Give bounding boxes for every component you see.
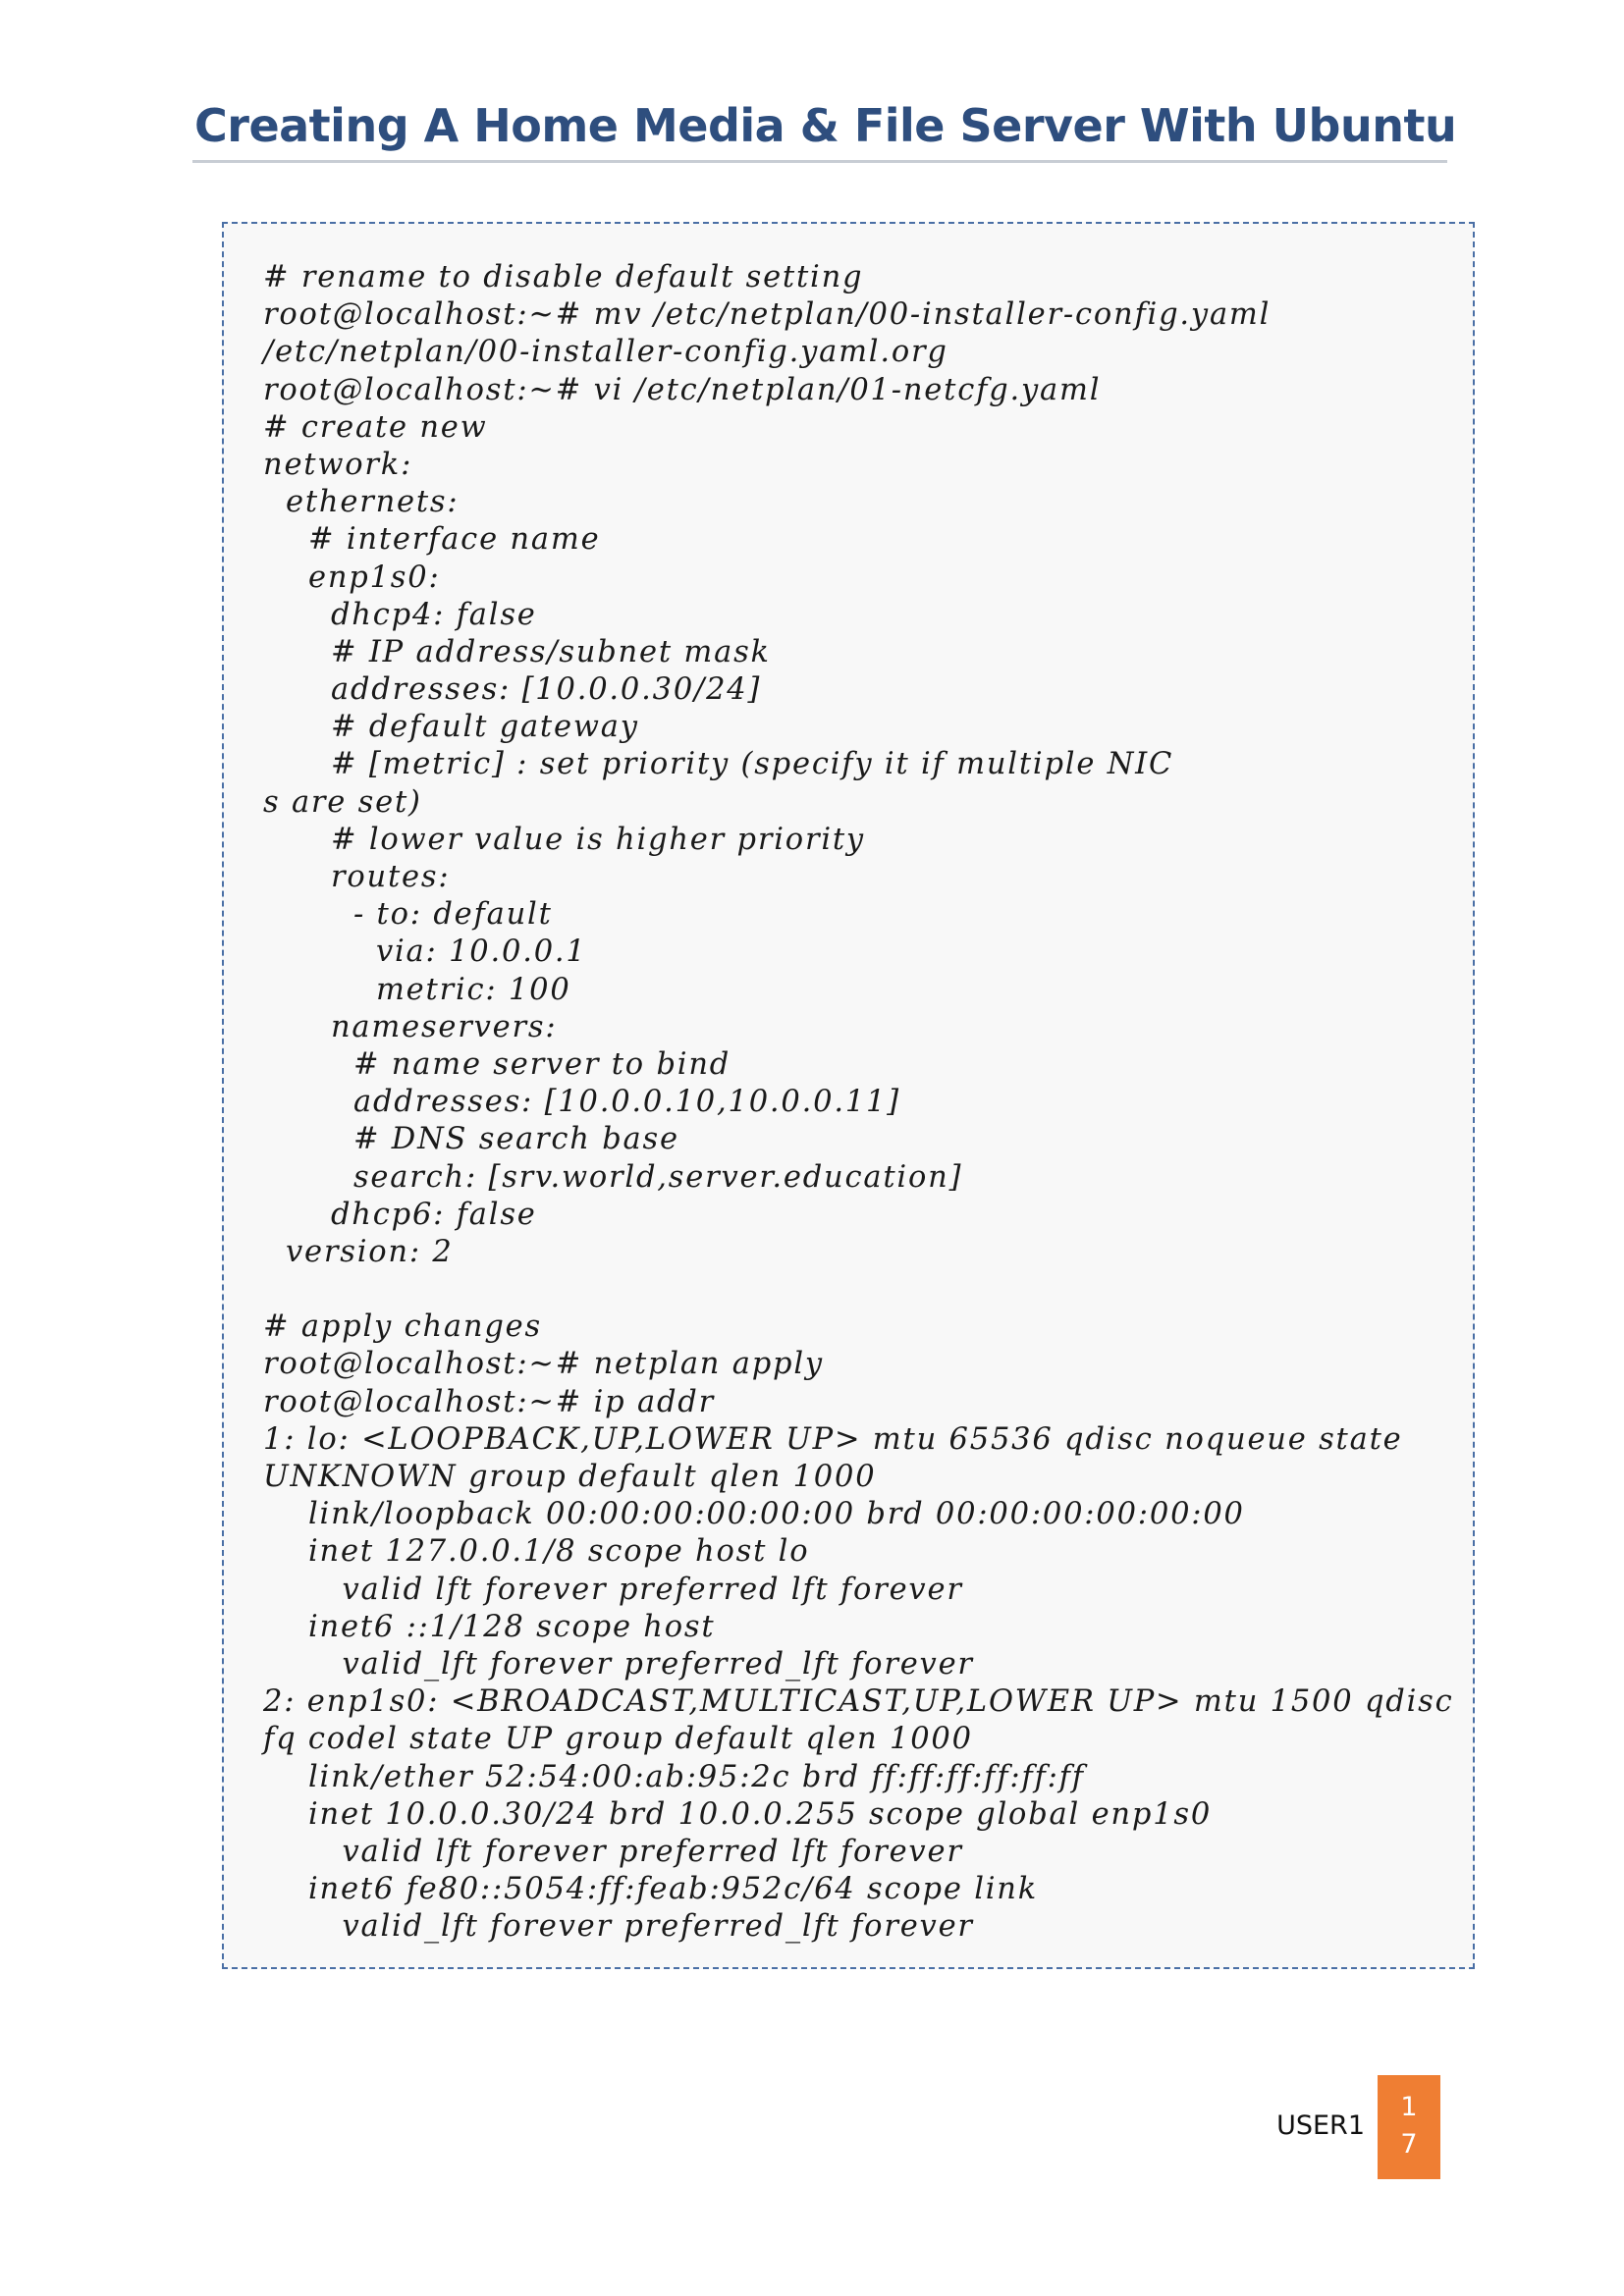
code-line: root@localhost:~# mv /etc/netplan/00-installer-config.yaml xyxy=(263,297,1272,333)
code-line: dhcp6: false xyxy=(263,1197,537,1232)
code-line: addresses: [10.0.0.10,10.0.0.11] xyxy=(263,1085,900,1120)
page-number-digit: 7 xyxy=(1400,2129,1418,2160)
code-line: # default gateway xyxy=(263,710,639,745)
code-line: root@localhost:~# netplan apply xyxy=(263,1347,824,1382)
title-divider xyxy=(192,160,1447,163)
code-line: valid lft forever preferred lft forever xyxy=(263,1834,963,1869)
code-line: root@localhost:~# vi /etc/netplan/01-netcfg.yaml xyxy=(263,372,1102,407)
code-line: nameservers: xyxy=(263,1009,558,1044)
code-line: fq codel state UP group default qlen 1000 xyxy=(263,1722,973,1757)
code-line: metric: 100 xyxy=(263,972,571,1007)
code-line: addresses: [10.0.0.30/24] xyxy=(263,672,762,708)
code-line: root@localhost:~# ip addr xyxy=(263,1384,715,1419)
code-line: inet 127.0.0.1/8 scope host lo xyxy=(263,1534,810,1570)
code-line: inet6 fe80::5054:ff:feab:952c/64 scope link xyxy=(263,1872,1039,1907)
code-line: via: 10.0.0.1 xyxy=(263,934,587,970)
code-line: search: [srv.world,server.education] xyxy=(263,1159,963,1195)
code-line: # DNS search base xyxy=(263,1122,679,1157)
document-title: Creating A Home Media & File Server With Ubuntu xyxy=(194,99,1457,152)
code-line: 1: lo: <LOOPBACK,UP,LOWER UP> mtu 65536 qdisc noqueue state xyxy=(263,1421,1403,1457)
code-line: - to: default xyxy=(263,897,553,933)
code-line: valid_lft forever preferred_lft forever xyxy=(263,1909,974,1945)
page-number-digit: 1 xyxy=(1400,2092,1418,2122)
code-line: inet6 ::1/128 scope host xyxy=(263,1609,716,1644)
code-line: # [metric] : set priority (specify it if multiple NIC xyxy=(263,747,1174,782)
code-line: valid lft forever preferred lft forever xyxy=(263,1572,963,1607)
code-line: # interface name xyxy=(263,522,601,558)
code-line: routes: xyxy=(263,860,451,894)
code-line: # IP address/subnet mask xyxy=(263,634,771,669)
code-block xyxy=(222,222,1475,1969)
code-line: # rename to disable default setting xyxy=(263,260,864,294)
page-number-badge xyxy=(1378,2075,1440,2179)
code-line: link/ether 52:54:00:ab:95:2c brd ff:ff:ff:ff:ff:ff xyxy=(263,1759,1085,1794)
code-line: valid_lft forever preferred_lft forever xyxy=(263,1646,974,1682)
code-line: version: 2 xyxy=(263,1234,454,1269)
code-line: UNKNOWN group default qlen 1000 xyxy=(263,1460,877,1494)
code-line: inet 10.0.0.30/24 brd 10.0.0.255 scope global enp1s0 xyxy=(263,1796,1213,1832)
code-line: # name server to bind xyxy=(263,1046,731,1082)
code-line: link/loopback 00:00:00:00:00:00 brd 00:00:00:00:00:00 xyxy=(263,1497,1245,1532)
code-line: /etc/netplan/00-installer-config.yaml.org xyxy=(263,335,948,370)
code-line: # create new xyxy=(263,409,488,445)
code-line: enp1s0: xyxy=(263,560,441,595)
code-line: 2: enp1s0: <BROADCAST,MULTICAST,UP,LOWER UP> mtu 1500 qdisc xyxy=(263,1684,1454,1720)
code-line: dhcp4: false xyxy=(263,597,537,632)
code-lines xyxy=(263,259,1453,1946)
code-line xyxy=(263,1271,1453,1308)
code-line: # apply changes xyxy=(263,1309,542,1345)
footer-author: USER1 xyxy=(1276,2110,1365,2141)
code-line: ethernets: xyxy=(263,485,460,520)
code-line: s are set) xyxy=(263,784,422,820)
code-line: # lower value is higher priority xyxy=(263,822,865,857)
code-line: network: xyxy=(263,447,413,482)
